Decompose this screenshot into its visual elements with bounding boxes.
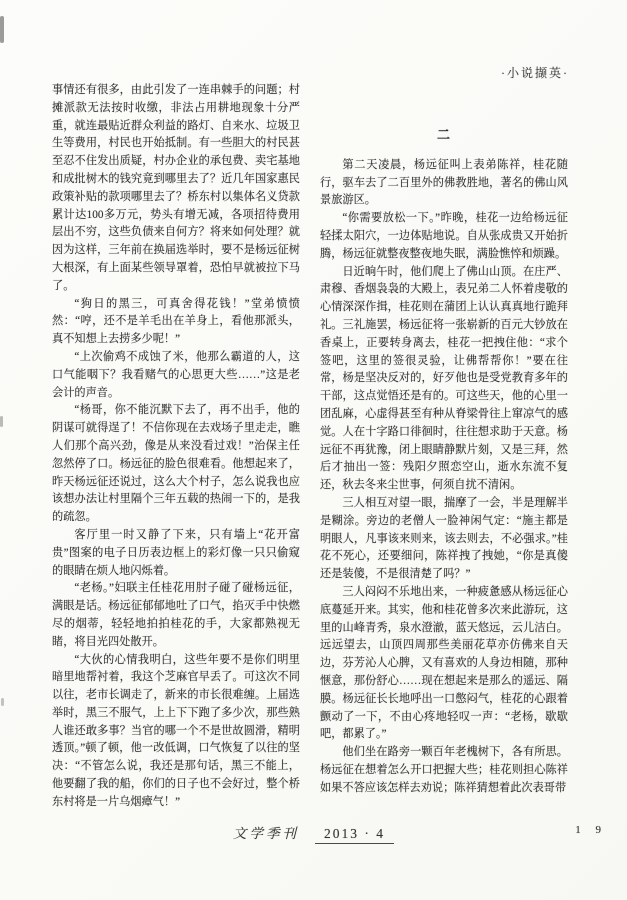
right-column	[320, 82, 568, 812]
page-footer	[0, 822, 627, 844]
paragraph: “老杨。”妇联主任桂花用肘子碰了碰杨远征，满眼是话。杨远征郁郁地吐了口气，掐灭手中快燃尽的烟蒂，轻轻地拍拍桂花的手，大家都熟视无睹，将目光四处散开。	[52, 582, 300, 648]
paragraph: 三人闷闷不乐地出来，一种疲惫感从杨远征心底蔓延开来。其实，他和桂花曾多次来此游玩，这里的山峰青秀，泉水澄澈，蓝天悠远，云儿洁白。远远望去，山顶四周那些美丽花草亦仿佛来自天边，芬芳沁人心脾，又有喜欢的人身边相随，那种惬意，那份舒心……现在想起来是那么的遥远、隔膜。杨远征长长地呼出一口憋闷气，桂花的心跟着颤动了一下，不由心疼地轻叹一声：“老杨，歇歇吧，都累了。”	[320, 585, 568, 741]
paragraph: 他们坐在路旁一颗百年老槐树下，各有所思。杨远征在想着怎么开口把握大些；桂花则担心陈祥如果不答应该怎样去劝说；陈祥猜想着此次表哥带	[320, 746, 568, 794]
scan-artifact	[0, 16, 4, 43]
journal-title: 文学季刊	[233, 826, 299, 841]
issue-number: 2013 · 4	[315, 826, 394, 844]
paragraph: “杨哥，你不能沉默下去了，再不出手，他的阴谋可就得逞了！不信你现在去戏场子里走走，瞧人们那个高兴劲，像是从来没看过戏！”治保主任忽然停了口。杨远征的脸色很难看。他想起来了，昨天杨远征还说过，这么大个村子，怎么说我也应该想办法让村里隔个三年五载的热闹一下的，是我的疏忽。	[52, 404, 300, 524]
paragraph: 事情还有很多，由此引发了一连串棘手的问题；村摊派款无法按时收缴，非法占用耕地现象十分严重，就连最贴近群众利益的路灯、自来水、垃圾卫生等费用，村民也开始抵制。有一些胆大的村民甚至忍不住发出质疑，村办企业的承包费、卖宅基地和成批树木的钱究竟到哪里去了？近几年国家惠民政策补贴的款项哪里去了？桥东村以集体名义贷款累计达100多万元，势头有增无减，各项招待费用层出不穷，这些负债来自何方？将来如何处理？就因为这样，三年前在换届选举时，要不是杨远征树大根深，有上面某些领导罩着，恐怕早就被拉下马了。	[52, 84, 300, 292]
paragraph: 客厅里一时又静了下来，只有墙上“花开富贵”图案的电子日历表边框上的彩灯像一只只偷窥的眼睛在烦人地闪烁着。	[52, 528, 300, 577]
paragraph: “狗日的黑三，可真舍得花钱！”堂弟愤愤然：“哼，还不是羊毛出在羊身上，看他那派头，真不知想上去捞多少呢！”	[52, 297, 300, 346]
paragraph: “大伙的心情我明白，这些年要不是你们明里暗里地帮衬着，我这个芝麻官早丢了。可这次不同以往，老市长调走了，新来的市长很难缠。上届选举时，黑三不服气，上上下下跑了多少次，那些熟人谁还敢多事？当官的哪一个不是世故圆滑，精明透顶。”顿了顿，他一改低调，口气恢复了以往的坚决：“不管怎么说，我还是那句话，黑三不能上，他要翻了我的船，你们的日子也不会好过，整个桥东村将是一片乌烟瘴气！”	[52, 653, 300, 808]
scan-artifact	[0, 416, 3, 427]
section-heading: 二	[436, 127, 451, 142]
paragraph: 日近晌午时，他们爬上了佛山山顶。在庄严、肃穆、香烟袅袅的大殿上，表兄弟二人怀着虔敬的心情深深作揖，桂花则在蒲团上认认真真地行跪拜礼。三礼施罢，杨远征将一张崭新的百元大钞放在香桌上，正要转身离去，桂花一把拽住他：“求个签吧，这里的签很灵验，让佛帮帮你！”要在往常，杨是坚决反对的，好歹他也是受党教育多年的干部，这点觉悟还是有的。可这些天，他的心里一团乱麻，心虚得甚至有种从脊梁骨往上窜凉气的感觉。人在十字路口徘徊时，往往想求助于天意。杨远征不再犹豫，闭上眼睛静默片刻，又是三拜，然后才抽出一签：残阳夕照恋空山，逝水东流不复还，秋去冬来尘世事，何须自扰不清闲。	[320, 265, 568, 492]
page-number: 1 9	[575, 824, 607, 836]
paragraph: 第二天凌晨，杨远征叫上表弟陈祥，桂花随行，驱车去了二百里外的佛教胜地，著名的佛山风景旅游区。	[320, 158, 568, 207]
section-label: ·小说撷英·	[501, 66, 569, 80]
scan-artifact	[1, 698, 4, 706]
page-header	[501, 64, 569, 81]
paragraph: 三人相互对望一眼，揣摩了一会，半是理解半是糊涂。旁边的老僧人一脸神闲气定：“施主都是明眼人，凡事该来则来，该去则去，不必强求。”桂花不死心，还要细问，陈祥拽了拽她，“你是真傻还是装傻，不是很清楚了吗？”	[320, 496, 568, 581]
left-column	[52, 82, 300, 812]
text-columns	[52, 82, 568, 812]
paragraph: “你需要放松一下。”昨晚，桂花一边给杨远征轻揉太阳穴，一边体贴地说。自从张成贵又开始折腾，杨远征就整夜整夜地失眠，满脸憔悴和烦躁。	[320, 212, 568, 260]
paragraph: “上次偷鸡不成蚀了米，他那么霸道的人，这口气能咽下？我看赌气的心思更大些……”这是老会计的声音。	[52, 350, 300, 399]
